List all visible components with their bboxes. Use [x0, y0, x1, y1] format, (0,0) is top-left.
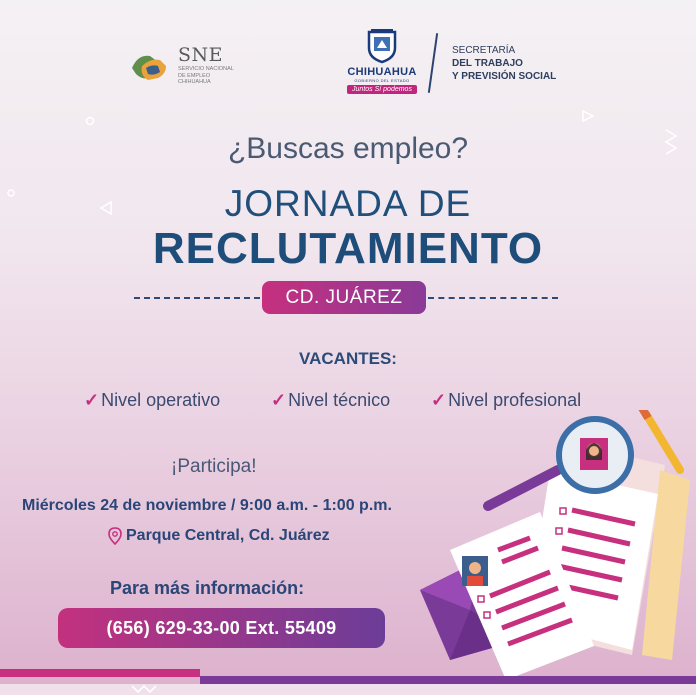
vacante-item: [431, 390, 581, 411]
sne-title: SNE: [178, 44, 224, 67]
event-location: [108, 527, 330, 545]
event-date: Miércoles 24 de noviembre / 9:00 a.m. - 1:00 p.m.: [22, 497, 392, 514]
sne-subtitle-line: DE EMPLEO: [178, 72, 211, 79]
sne-subtitle-line: SERVICIO NACIONAL: [178, 66, 234, 73]
chihuahua-logo: [342, 28, 422, 94]
question-heading: ¿Buscas empleo?: [227, 132, 469, 165]
vacante-label: Nivel operativo: [101, 390, 221, 410]
deco-triangle-icon: [580, 108, 596, 124]
bottom-accent-bar: [0, 669, 200, 677]
dashed-rule-left: [134, 297, 260, 299]
title-line-1: JORNADA DE: [224, 183, 472, 224]
chihuahua-badge: Juntos Sí podemos: [347, 85, 417, 94]
recruitment-illustration: [410, 410, 696, 680]
deco-circle-icon: [85, 116, 95, 126]
check-icon: ✓: [431, 390, 447, 410]
secretaria-line: DEL TRABAJO: [452, 58, 523, 69]
check-icon: ✓: [84, 390, 100, 410]
phone-number: (656) 629-33-00 Ext. 55409: [58, 608, 385, 648]
sne-logo: [128, 44, 234, 86]
chihuahua-subtitle: GOBIERNO DEL ESTADO: [354, 78, 410, 83]
vacante-label: Nivel profesional: [448, 390, 582, 410]
vacantes-label: VACANTES:: [299, 349, 397, 368]
chihuahua-name: CHIHUAHUA: [347, 66, 417, 78]
bottom-strip: [0, 684, 696, 695]
header-divider: [428, 33, 438, 93]
bottom-accent-bar: [200, 676, 696, 684]
info-label: Para más información:: [110, 578, 305, 598]
vacante-item: [271, 390, 390, 411]
location-pin-icon: [108, 527, 122, 545]
title-line-2: RECLUTAMIENTO: [152, 224, 544, 273]
sne-handshake-icon: [128, 44, 170, 86]
dashed-rule-right: [428, 297, 558, 299]
deco-zigzag-icon: [130, 684, 160, 694]
participa-text: ¡Participa!: [171, 456, 257, 477]
secretaria-line: SECRETARÍA: [452, 45, 516, 56]
city-badge: CD. JUÁREZ: [262, 281, 426, 314]
sne-subtitle-line: CHIHUAHUA: [178, 79, 211, 86]
secretaria-line: Y PREVISIÓN SOCIAL: [452, 71, 557, 82]
event-location-text: Parque Central, Cd. Juárez: [126, 527, 330, 544]
check-icon: ✓: [271, 390, 287, 410]
chihuahua-shield-icon: [365, 28, 399, 64]
vacante-label: Nivel técnico: [288, 390, 391, 410]
secretaria-logo: [452, 44, 556, 83]
vacante-item: [84, 390, 220, 411]
